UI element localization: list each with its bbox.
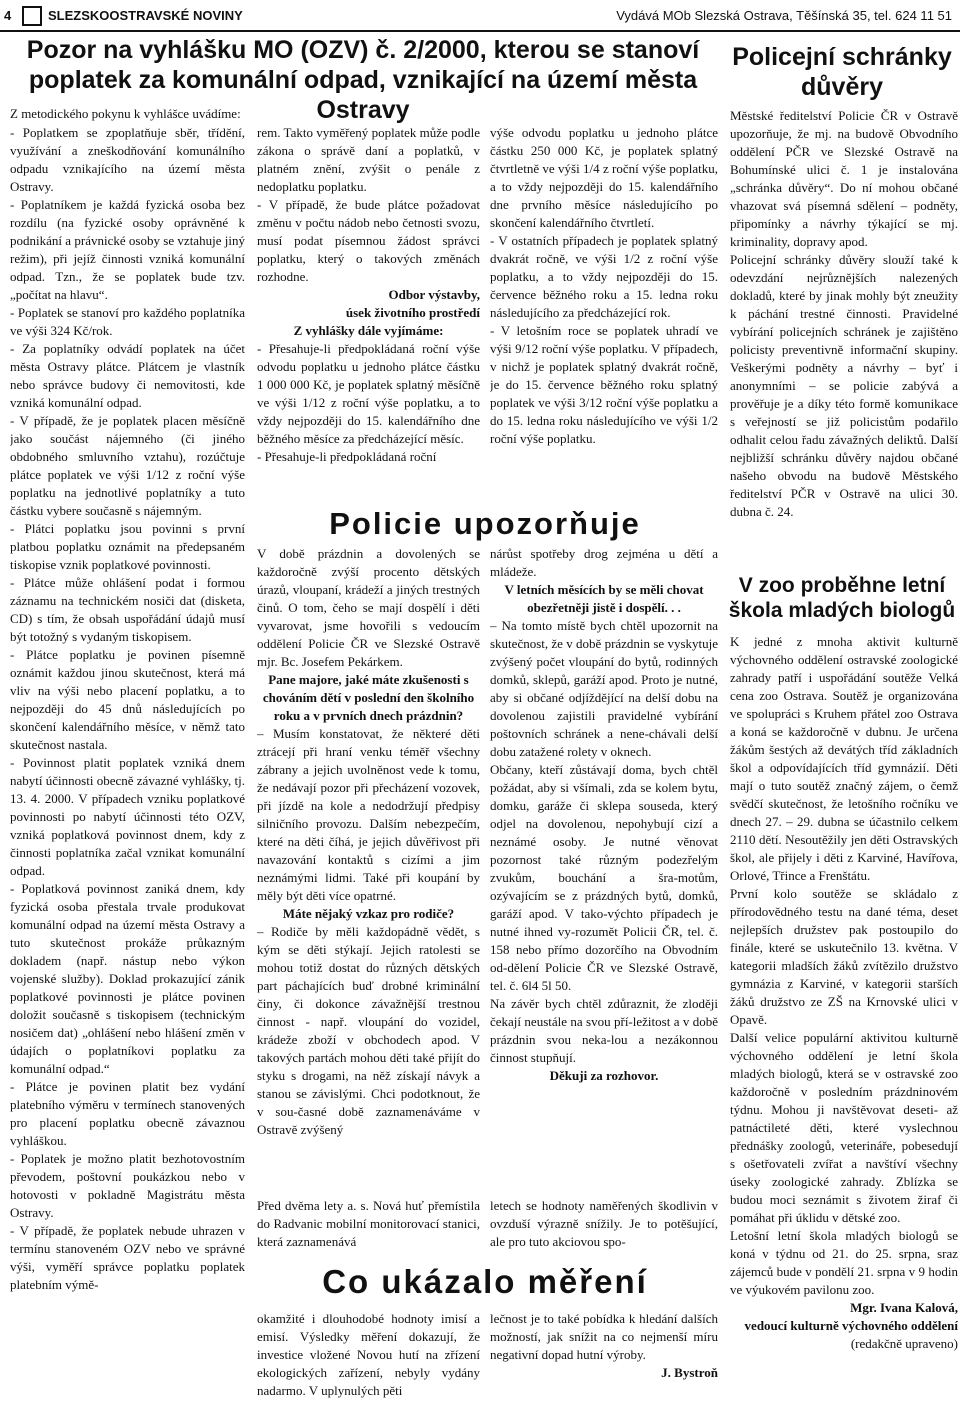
paragraph: - Plátce může ohlášení podat i formou záznamu na technickém nosiči dat (disketa, CD) s tím, že obsah uspořádání údajů musí být totožný s vydaným tiskopisem. xyxy=(10,575,245,644)
article-ozv-col2 xyxy=(257,124,480,494)
paragraph: - V ostatních případech je poplatek splatný dvakrát ročně, ve výši 1/2 z roční výše poplatku, a to vždy nejpozději do 15. července běžného roku a 15. ledna roku následujícího za předcházející rok. xyxy=(490,233,718,320)
author-role: vedoucí kulturně výchovného oddělení xyxy=(744,1318,958,1333)
paragraph: - Plátci poplatku jsou povinni s první platbou poplatku oznámit na předepsaném tiskopise vznik poplatkové povinnosti. xyxy=(10,521,245,572)
paragraph: První kolo soutěže se skládalo z přírodovědného testu na dané téma, deset nejlepších družstev pak postoupilo do finále, které se uskutečnilo 13. května. V kategorii mladších žáků zvítězilo družstvo gymnázia z Karviné, v kategorii starších žáků družstvo ze ZŠ na Krnovské ulici v Opavě. xyxy=(730,886,958,1027)
paragraph: - Plátce je povinen platit bez vydání platebního výměru v termínech stanovených pro placení poplatku obecně závaznou vyhláškou. xyxy=(10,1079,245,1148)
paragraph: Občany, kteří zůstávají doma, bych chtěl požádat, aby si všímali, zda se kolem bytu, domku, garáže či sklepa souseda, který odjel na dovolenou, nepohybují cizí a neznámé osoby. Je nutné věnovat pozornost také různým podezřelým zvukům, bouchání a šra-motům, ozývajícím se z prázdných bytů, domků, garáží apod. V tako-výchto případech je nutné ihned vy-rozumět Policii ČR, tel. č. 158 nebo přímo dozorčího na Obvodním od-dělení Policie ČR ve Slezské Ostravě, tel. č. 6l4 5l 50. xyxy=(490,762,718,993)
paragraph: K jedné z mnoha aktivit kulturně výchovného oddělení ostravské zoologické zahrady patří i uspořádání soutěže Velká cena zoo Ostrava. Soutěž je organizována ve spolupráci s Kruhem přátel zoo Ostrava a koná se každoročně v dubnu. Je určena žákům šestých až devátých tříd základních škol a odpovídajících tříd gymnázií. Děti mají o tuto soutěž značný zájem, o čemž svědčí skutečnost, že letošního ročníku ve dnech 27. – 29. dubna se účastnilo celkem 2110 dětí. Nesoutěžily jen děti Ostravských škol, ale přijely i děti z Karviné, Havířova, Orlové, Třince a Frenštátu. xyxy=(730,634,958,883)
paragraph: - V případě, že je poplatek placen měsíčně jako součást nájemného (či jiného obdobného smluvního vztahu), rozúčtuje plátce poplatek ve výši 1/12 z roční výše poplatku na jednotlivé poplatníky a tuto částku vybere současně s nájemným. xyxy=(10,413,245,518)
article-upozornuje-title: Policie upozorňuje xyxy=(329,506,641,541)
page-header xyxy=(0,0,960,30)
editorial-note: (redakčně upraveno) xyxy=(850,1336,958,1351)
interview-question: V letních měsících by se měli chovat obezřetněji jistě i dospělí. . . xyxy=(504,582,704,615)
author-signature: J. Bystroň xyxy=(661,1365,718,1380)
rates-heading: Z vyhlášky dále vyjímáme: xyxy=(293,323,444,338)
paragraph: - V případě, že bude plátce požadovat změnu v počtu nádob nebo četnosti svozu, musí podat písemnou žádost správci poplatku, který o takových změnách rozhodne. xyxy=(257,197,480,284)
paragraph: - Plátce poplatku je povinen písemně oznámit každou jinou skutečnost, která má vliv na výši nebo placení poplatku, a to nejpozději do 45 dnů následujících po skončení kalendářního měsíce, v němž tato skutečnost nastala. xyxy=(10,647,245,752)
paragraph: - Za poplatníky odvádí poplatek na účet města Ostravy plátce. Plátcem je vlastník nebo správce budovy či nemovitosti, kde vzniká komunální odpad. xyxy=(10,341,245,410)
signature-line: úsek životního prostředí xyxy=(345,305,480,320)
article-schranky-title: Policejní schránky důvěry xyxy=(732,43,952,101)
paragraph: - Povinnost platit poplatek vzniká dnem nabytí účinnosti obecně závazné vyhlášky, tj. 13. 4. 2000. V případech vzniku poplatkové povinnosti po nabytí účinnosti této OZV, vzniká poplatková povinnost dnem, kdy z činnosti poplatníka začal vznikat komunální odpad. xyxy=(10,755,245,878)
paragraph: - Přesahuje-li předpokládaná roční výše odvodu poplatku u jednoho plátce částku 1 000 000 Kč, je poplatek splatný měsíčně ve výši 1/12 z roční výše poplatku, a to vždy nejpozději do 15. kalendářního dne běžného měsíce za předcházející měsíc. xyxy=(257,341,480,446)
article-mereni-body-left xyxy=(257,1310,480,1414)
article-zoo-body xyxy=(730,633,958,1413)
paragraph: Na závěr bych chtěl zdůraznit, že zloději čekají neustále na svou pří-ležitost a v době prázdnin svou neka-lou a nezákonnou činnost stupňují. xyxy=(490,996,718,1065)
article-schranky-body xyxy=(730,107,958,547)
paragraph: - Poplatková povinnost zaniká dnem, kdy fyzická osoba přestala trvale produkovat komunální odpad na území města Ostravy a tuto skutečnost prokáže průkazným dokladem (např. nástup nebo výkon vojenské služby). Doklad prokazující zánik poplatkové povinnosti je plátce povinen doložit současně s tiskopisem (technickým nosičem dat) „ohlášení nebo hlášení změn v údajích o poplatníkovi poplatku za komunální odpad.“ xyxy=(10,881,245,1076)
article-ozv-col3 xyxy=(490,124,718,494)
article-ozv-title: Pozor na vyhlášku MO (OZV) č. 2/2000, kterou se stanoví poplatek za komunální odpad, vznikající na území města Ostravy xyxy=(26,36,700,124)
article-zoo-title: V zoo proběhne letní škola mladých biologů xyxy=(728,574,956,623)
article-mereni-title: Co ukázalo měření xyxy=(322,1263,648,1300)
paragraph: Letošní letní škola mladých biologů se koná v týdnu od 21. do 25. srpna, sraz zájemců bude v pondělí 21. srpna v 9 hodin ve výukovém pavilonu zoo. xyxy=(730,1228,958,1297)
article-ozv-intro: Z metodického pokynu k vyhlášce uvádíme: xyxy=(10,106,241,121)
paragraph: rem. Takto vyměřený poplatek může podle zákona o správě daní a poplatků, v platném znění, zvýšit o penále z nedoplatku poplatku. xyxy=(257,125,480,194)
signature-line: Odbor výstavby, xyxy=(388,287,480,302)
article-mereni-intro-right xyxy=(490,1197,718,1255)
paragraph: - Poplatníkem je každá fyzická osoba bez rozdílu (na fyzické osoby oprávněné k podnikání a právnické osoby se vztahuje jiný režim), při jejíž činnosti vzniká komunální odpad. Tzn., že se poplatek bude tzv. „počítat na hlavu“. xyxy=(10,197,245,302)
paragraph: Městské ředitelství Policie ČR v Ostravě upozorňuje, že mj. na budově Obvodního oddělení PČR ve Slezské Ostravě na Bohumínské ulici č. 1 je instalována „schránka důvěry“. Do ní mohou občané vhazovat svá písemná sdělení – podněty, připomínky a návrhy týkající se mj. kriminality, dopravy apod. xyxy=(730,108,958,249)
paragraph: V době prázdnin a dovolených se každoročně zvýší procento dětských úrazů, vloupaní, krádeží a jiných trestných činů. O tom, čeho se mají dospělí i děti vyvarovat, jsme hovořili s vedoucím oddělení Policie ČR ve Slezské Ostravě mjr. Bc. Josefem Pekárkem. xyxy=(257,546,480,669)
article-upozornuje-col-right xyxy=(490,545,718,1195)
article-ozv-col1 xyxy=(10,124,245,1414)
paragraph: - Poplatek se stanoví pro každého poplatníka ve výši 324 Kč/rok. xyxy=(10,305,245,338)
author-signature: Mgr. Ivana Kalová, xyxy=(850,1300,958,1315)
paragraph: výše odvodu poplatku u jednoho plátce částku 250 000 Kč, je poplatek splatný čtvrtletně ve výši 1/4 z roční výše poplatku, a to vždy nejpozději do 15. kalendářního dne prvního měsíce následujícího po skončení kalendářního čtvrtletí. xyxy=(490,125,718,230)
article-upozornuje-col-left xyxy=(257,545,480,1195)
article-mereni-body-right xyxy=(490,1310,718,1414)
square-logo-icon xyxy=(22,6,42,26)
paragraph: – Musím konstatovat, že některé děti ztrácejí při hraní venku téměř všechny zábrany a jejich uvolněnost vede k tomu, že nedávají pozor při přecházení vozovek, při jízdě na kole a nedodržují předpisy silničního provozu. Dalším nebezpečím, které na děti číhá, je jejich důvěřivost při navazování kontaktů s cizími a jim neznámými lidmi. Také při koupání by měly být děti více opatrné. xyxy=(257,726,480,903)
paragraph: nárůst spotřeby drog zejména u dětí a mládeže. xyxy=(490,546,718,579)
interview-closing: Děkuji za rozhovor. xyxy=(549,1068,659,1083)
interview-question: Máte nějaký vzkaz pro rodiče? xyxy=(282,906,455,921)
article-mereni-intro-left xyxy=(257,1197,480,1255)
paragraph: okamžité i dlouhodobé hodnoty imisí a emisí. Výsledky měření dokazují, že investice vložené Novou hutí na zřízení ekologických zařízení, nebyly vydány nadarmo. V uplynulých pěti xyxy=(257,1311,480,1398)
newspaper-name: SLEZSKOOSTRAVSKÉ NOVINY xyxy=(48,8,243,23)
paragraph: - Přesahuje-li předpokládaná roční xyxy=(257,449,437,464)
header-divider xyxy=(0,30,960,32)
paragraph: lečnost je to také pobídka k hledání dalších možností, jak snížit na co nejmenší míru negativní dopad hutní výroby. xyxy=(490,1311,718,1362)
paragraph: Policejní schránky důvěry slouží také k odevzdání nejrůznějších nalezených dokladů, které by jinak mohly být zneužity k páchání trestné činnosti. Pravidelné vybírání policejních schránek je zajištěno policisty preventivně informační skupiny. Veškerými podněty a návrhy – byť i anonymními – se policie zabývá a prověřuje je a díky této formě komunikace s veřejností se již policistům podařilo odhalit celou řadu závažných deliktů. Další nejbližší schránku důvěry najdou občané našeho obvodu na budově Městského ředitelství PČR v Ostravě na ulici 30. dubna č. 24. xyxy=(730,252,958,519)
paragraph: – Rodiče by měli každopádně vědět, s kým se děti stýkají. Jejich ratolesti se mohou totiž dostat do různých dětských part páchajících buď drobné kriminální činy, či dokonce závažnější trestnou činnost - např. vloupání do vozidel, krádeže zboží v obchodech apod. V takových partách mohou děti také přijít do styku s drogami, na něž získají návyk a stanou se závislými. Chci podotknout, že v sou-časné době zaznamenáváme v Ostravě zvýšený xyxy=(257,924,480,1137)
paragraph: – Na tomto místě bych chtěl upozornit na skutečnost, že v době prázdnin se vyskytuje zvýšený počet vloupání do bytů, rodinných domků, sklepů, garáží apod. Proto je nutné, aby si občané odjíždějící na delší dobu na dovolenou zajistili pravidelné vybírání poštovních schránek a nene-chávali delší dobu zatažené rolety v oknech. xyxy=(490,618,718,759)
paragraph: - V letošním roce se poplatek uhradí ve výši 9/12 roční výše poplatku. V případech, v nichž je poplatek splatný dvakrát ročně, je do 15. července běžného roku splatný poplatek ve výši 3/12 roční výše poplatku a do 15. ledna roku následujícího ve výši 1/2 roční výše poplatku. xyxy=(490,323,718,446)
paragraph: - Poplatek je možno platit bezhotovostním převodem, poštovní poukázkou nebo v hotovosti v pokladně Magistrátu města Ostravy. xyxy=(10,1151,245,1220)
paragraph: - V případě, že poplatek nebude uhrazen v termínu stanoveném OZV nebo ve správné výši, vyměří správce poplatku poplatek platebním výmě- xyxy=(10,1223,245,1292)
interview-question: Pane majore, jaké máte zkušenosti s chováním dětí v poslední den školního roku a v prvních dnech prázdnin? xyxy=(262,672,475,723)
paragraph: Další velice populární aktivitou kulturně výchovného oddělení je letní škola mladých biologů, která se v ostravské zoo každoročně v posledním prázdninovém týdnu. Mohou ji navštěvovat deseti- až patnáctileté děti, které vyslechnou přednášky zoologů, veterináře, pobesedují s ošetřovateli zvířat a navštíví všechny úseky zoologické zahrady. Zblízka se budou moci seznámit s životem žiraf či pomáhat při úklidu v dětské zoo. xyxy=(730,1030,958,1225)
page-number: 4 xyxy=(4,8,12,23)
paragraph: - Poplatkem se zpoplatňuje sběr, třídění, využívání a zneškodňování komunálního odpadu vznikajícího na území města Ostravy. xyxy=(10,125,245,194)
publisher-info: Vydává MOb Slezská Ostrava, Těšínská 35, tel. 624 11 51 xyxy=(616,8,952,23)
paragraph: letech se hodnoty naměřených škodlivin v ovzduší výrazně snížily. Je to potěšující, ale pro tuto akciovou spo- xyxy=(490,1198,718,1249)
paragraph: Před dvěma lety a. s. Nová huť přemístila do Radvanic mobilní monitorovací stanici, která zaznamenává xyxy=(257,1198,480,1249)
